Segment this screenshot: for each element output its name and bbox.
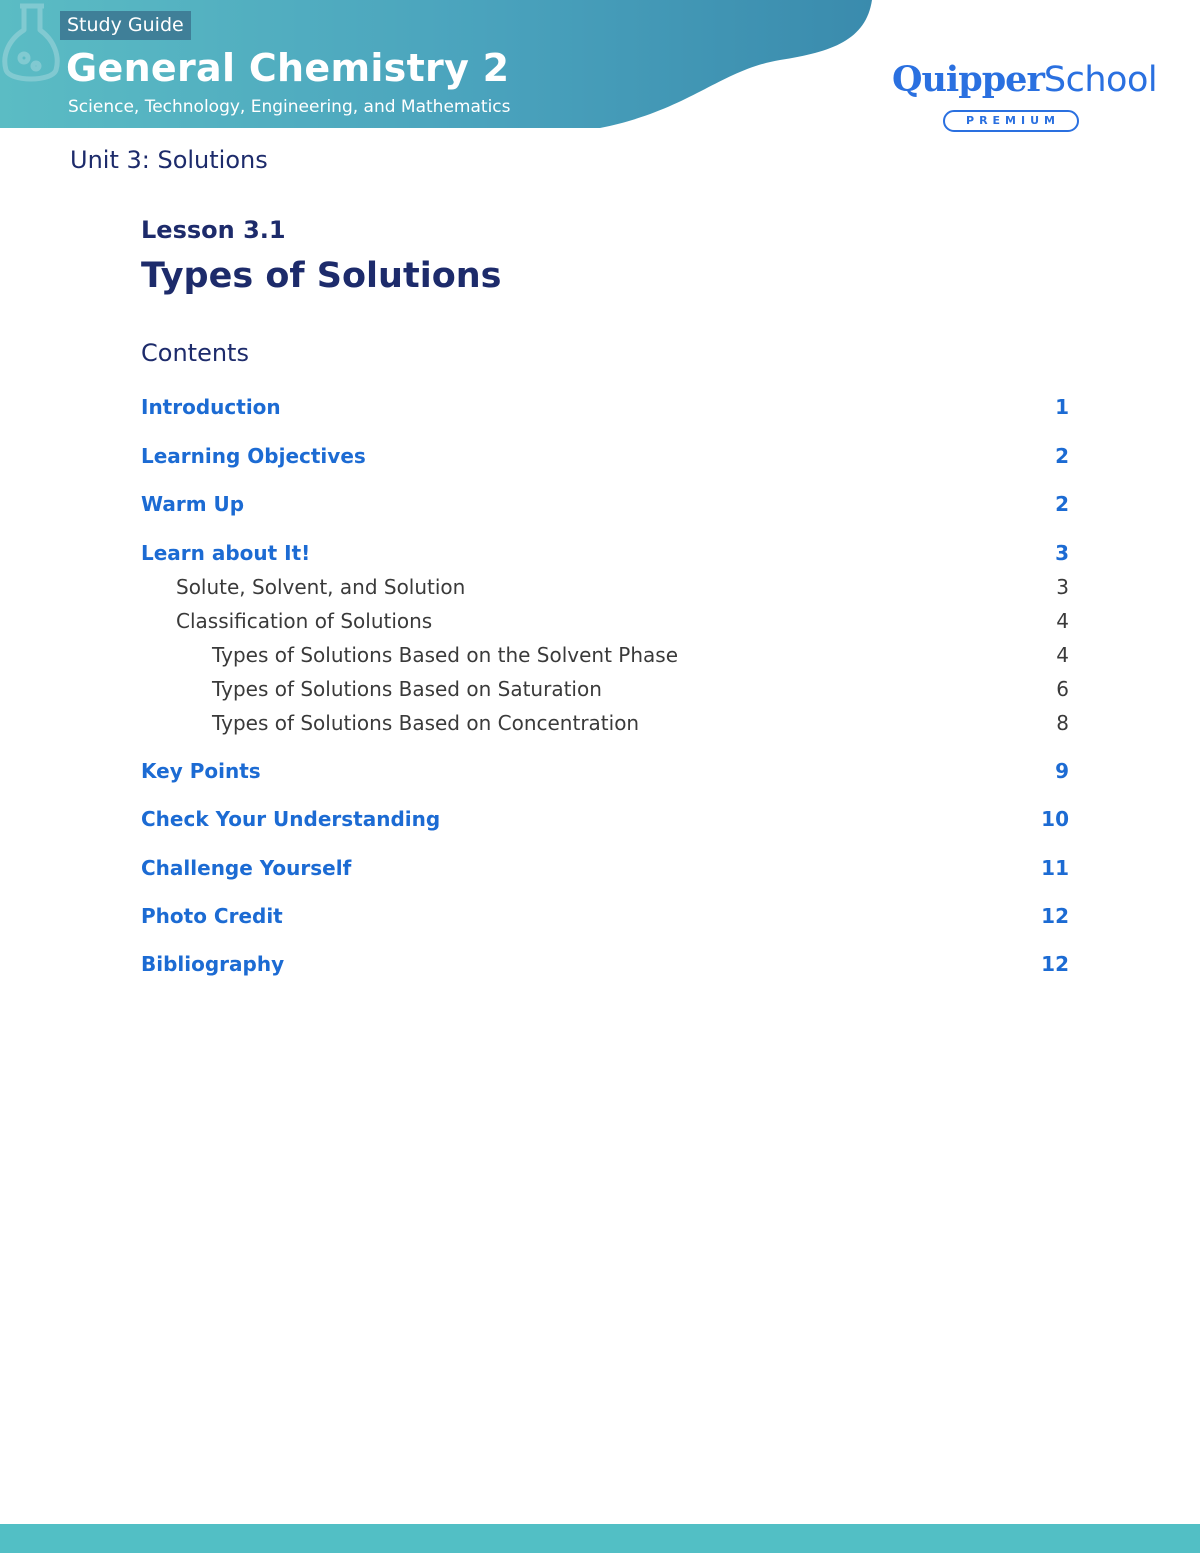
course-subtitle: Science, Technology, Engineering, and Mathematics xyxy=(68,97,511,117)
toc-item-page: 11 xyxy=(1041,856,1069,880)
toc-item-label: Warm Up xyxy=(141,492,245,516)
toc-item-page: 9 xyxy=(1055,759,1069,783)
toc-item-introduction[interactable] xyxy=(141,391,1069,423)
study-guide-tag: Study Guide xyxy=(60,11,191,40)
unit-title: Unit 3: Solutions xyxy=(70,146,268,174)
toc-item-learning-objectives[interactable] xyxy=(141,440,1069,472)
footer-bar xyxy=(0,1524,1200,1553)
toc-item-page: 2 xyxy=(1055,444,1069,468)
toc-item-page: 4 xyxy=(1056,643,1069,667)
toc-item-page: 3 xyxy=(1055,541,1069,565)
toc-item-learn-about-it[interactable] xyxy=(141,537,1069,569)
toc-item-bibliography[interactable] xyxy=(141,948,1069,980)
toc-item-label: Types of Solutions Based on the Solvent Phase xyxy=(212,643,679,667)
toc-item-label: Types of Solutions Based on Saturation xyxy=(212,677,602,701)
toc-item-label: Learning Objectives xyxy=(141,444,366,468)
premium-badge: PREMIUM xyxy=(943,110,1079,132)
toc-item-solute-solvent-solution[interactable] xyxy=(141,571,1069,603)
toc-item-classification-of-solutions[interactable] xyxy=(141,605,1069,637)
toc-item-label: Types of Solutions Based on Concentration xyxy=(212,711,640,735)
toc-item-solvent-phase[interactable] xyxy=(141,639,1069,671)
toc-item-page: 6 xyxy=(1056,677,1069,701)
toc-item-label: Key Points xyxy=(141,759,261,783)
toc-item-concentration[interactable] xyxy=(141,707,1069,739)
toc-item-label: Learn about It! xyxy=(141,541,311,565)
toc-item-label: Solute, Solvent, and Solution xyxy=(176,575,466,599)
toc-item-page: 2 xyxy=(1055,492,1069,516)
toc-item-page: 12 xyxy=(1041,904,1069,928)
lesson-label: Lesson 3.1 xyxy=(141,216,286,244)
toc-item-label: Photo Credit xyxy=(141,904,283,928)
table-of-contents xyxy=(141,0,1069,1000)
toc-item-label: Bibliography xyxy=(141,952,285,976)
toc-item-key-points[interactable] xyxy=(141,755,1069,787)
brand-name-part2: School xyxy=(1043,60,1158,100)
toc-item-photo-credit[interactable] xyxy=(141,900,1069,932)
toc-item-label: Challenge Yourself xyxy=(141,856,352,880)
toc-item-label: Check Your Understanding xyxy=(141,807,441,831)
contents-heading: Contents xyxy=(141,339,249,367)
toc-item-page: 1 xyxy=(1055,395,1069,419)
toc-item-warm-up[interactable] xyxy=(141,488,1069,520)
course-title: General Chemistry 2 xyxy=(66,46,510,90)
toc-item-challenge-yourself[interactable] xyxy=(141,852,1069,884)
toc-item-page: 4 xyxy=(1056,609,1069,633)
toc-item-label: Introduction xyxy=(141,395,281,419)
toc-item-page: 3 xyxy=(1056,575,1069,599)
brand-name-part1: Quipper xyxy=(892,59,1044,100)
toc-item-saturation[interactable] xyxy=(141,673,1069,705)
toc-item-page: 8 xyxy=(1056,711,1069,735)
toc-item-page: 12 xyxy=(1041,952,1069,976)
lesson-title: Types of Solutions xyxy=(141,256,502,296)
toc-item-page: 10 xyxy=(1041,807,1069,831)
toc-item-label: Classification of Solutions xyxy=(176,609,433,633)
toc-item-check-your-understanding[interactable] xyxy=(141,803,1069,835)
